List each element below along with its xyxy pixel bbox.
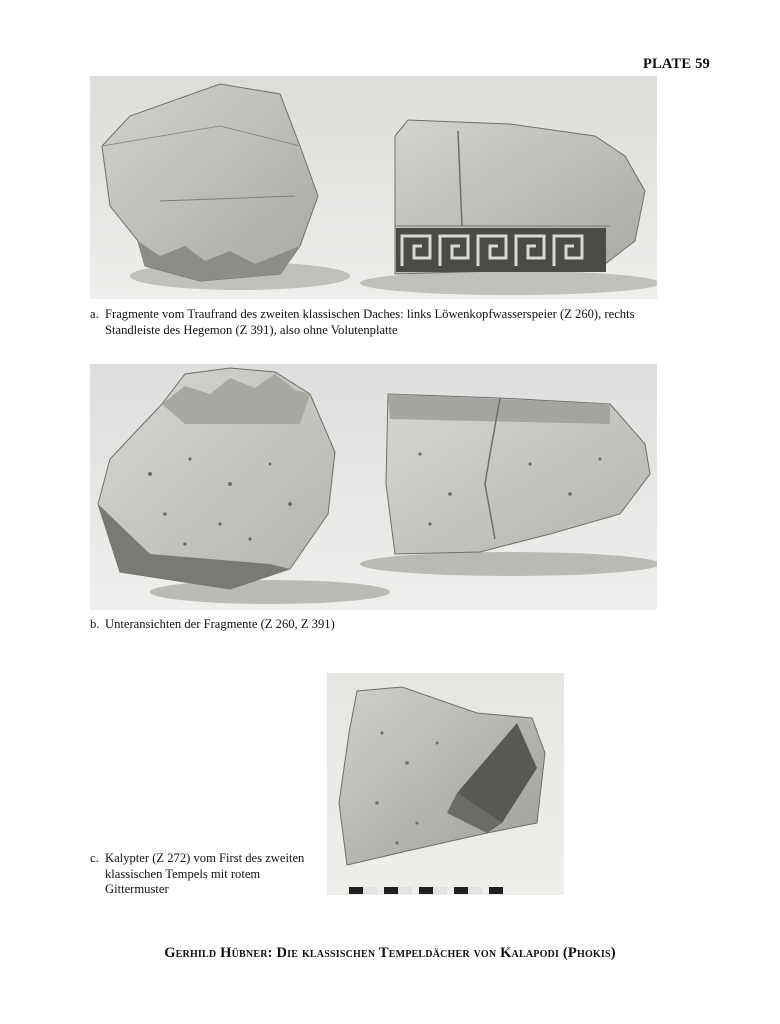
caption-a-text: Fragmente vom Traufrand des zweiten klassischen Daches: links Löwenkopfwasserspeier (Z 260), rechts Standleiste des Hegemon (Z 391), also ohne Volutenplatte: [105, 307, 635, 337]
caption-b-letter: b.: [90, 617, 100, 631]
caption-c-letter: c.: [90, 851, 99, 865]
photo-b-underside-fragments: [90, 364, 657, 610]
photo-a-eaves-fragments: [90, 76, 657, 299]
running-footer: Gerhild Hübner: Die klassischen Tempeldächer von Kalapodi (Phokis): [164, 945, 616, 961]
caption-b: [90, 617, 590, 633]
photo-c-kalypter: [327, 673, 564, 895]
caption-a: [90, 307, 675, 338]
plate-number: PLATE 59: [643, 56, 710, 72]
caption-b-text: Unteransichten der Fragmente (Z 260, Z 391): [105, 617, 335, 631]
scale-bar: [349, 887, 503, 894]
caption-a-letter: a.: [90, 307, 99, 321]
caption-c-text: Kalypter (Z 272) vom First des zweiten klassischen Tempels mit rotem Gittermuster: [105, 851, 305, 896]
caption-c: [90, 851, 325, 898]
